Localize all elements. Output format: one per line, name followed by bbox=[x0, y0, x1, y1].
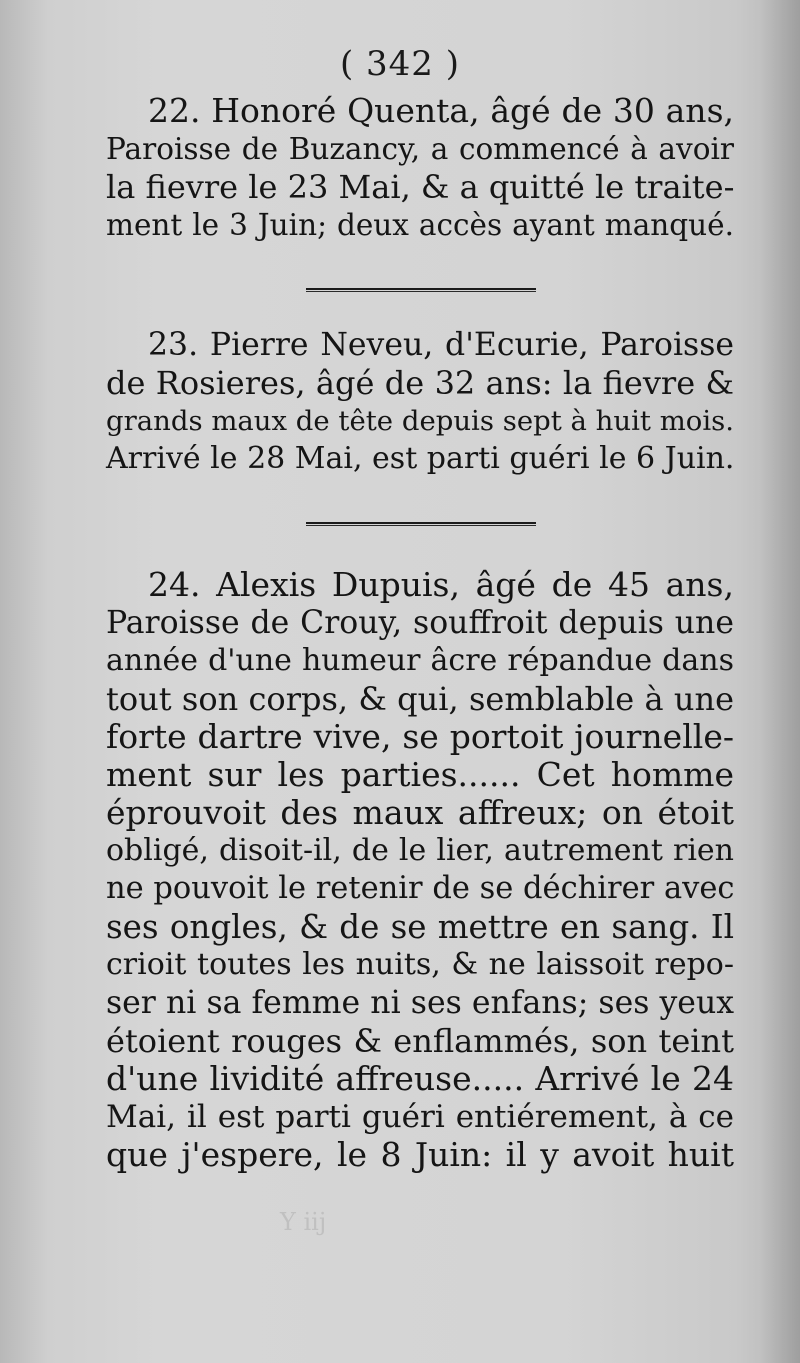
entry-23-line-3: grands maux de tête depuis sept à huit mois. bbox=[106, 405, 734, 437]
entry-24-line-13: étoient rouges & enflammés, son teint bbox=[106, 1022, 734, 1060]
entry-24-line-14: d'une lividité affreuse..... Arrivé le 24 bbox=[106, 1059, 734, 1098]
entry-23-line-1: 23. Pierre Neveu, d'Ecurie, Paroisse bbox=[148, 327, 734, 363]
entry-24-line-7: éprouvoit des maux affreux; on étoit bbox=[106, 793, 734, 832]
entry-24-line-6: ment sur les parties...... Cet homme bbox=[106, 755, 734, 794]
entry-22-line-1: 22. Honoré Quenta, âgé de 30 ans, bbox=[148, 91, 734, 130]
entry-24-line-15: Mai, il est parti guéri entiérement, à ce bbox=[106, 1099, 734, 1135]
entry-24-line-5: forte dartre vive, se portoit journelle- bbox=[106, 717, 734, 756]
page-edge-shadow bbox=[760, 0, 800, 1363]
section-divider bbox=[306, 522, 536, 524]
entry-22-line-3: la fievre le 23 Mai, & a quitté le traite- bbox=[106, 168, 735, 206]
entry-24-line-11: crioit toutes les nuits, & ne laissoit repo- bbox=[106, 947, 734, 982]
entry-24-line-3: année d'une humeur âcre répandue dans bbox=[106, 643, 734, 678]
entry-23-line-4: Arrivé le 28 Mai, est parti guéri le 6 Juin. bbox=[106, 441, 735, 476]
section-divider bbox=[306, 288, 536, 290]
entry-24-line-1: 24. Alexis Dupuis, âgé de 45 ans, bbox=[148, 565, 734, 604]
entry-24-line-9: ne pouvoit le retenir de se déchirer avec bbox=[106, 871, 735, 906]
entry-24-line-12: ser ni sa femme ni ses enfans; ses yeux bbox=[106, 985, 734, 1021]
entry-24-line-10: ses ongles, & de se mettre en sang. Il bbox=[106, 908, 734, 946]
entry-22-line-2: Paroisse de Buzancy, a commencé à avoir bbox=[106, 132, 734, 166]
signature-mark: Y iij bbox=[280, 1208, 327, 1236]
entry-24-line-2: Paroisse de Crouy, souffroit depuis une bbox=[106, 605, 734, 641]
entry-24-line-16: que j'espere, le 8 Juin: il y avoit huit bbox=[106, 1135, 734, 1174]
page-number: ( 342 ) bbox=[339, 44, 461, 84]
entry-23-line-2: de Rosieres, âgé de 32 ans: la fievre & bbox=[106, 364, 734, 402]
entry-24-line-4: tout son corps, & qui, semblable à une bbox=[106, 680, 734, 718]
entry-24-line-8: obligé, disoit-il, de le lier, autrement rien bbox=[106, 833, 734, 868]
entry-22-line-4: ment le 3 Juin; deux accès ayant manqué. bbox=[106, 208, 734, 242]
